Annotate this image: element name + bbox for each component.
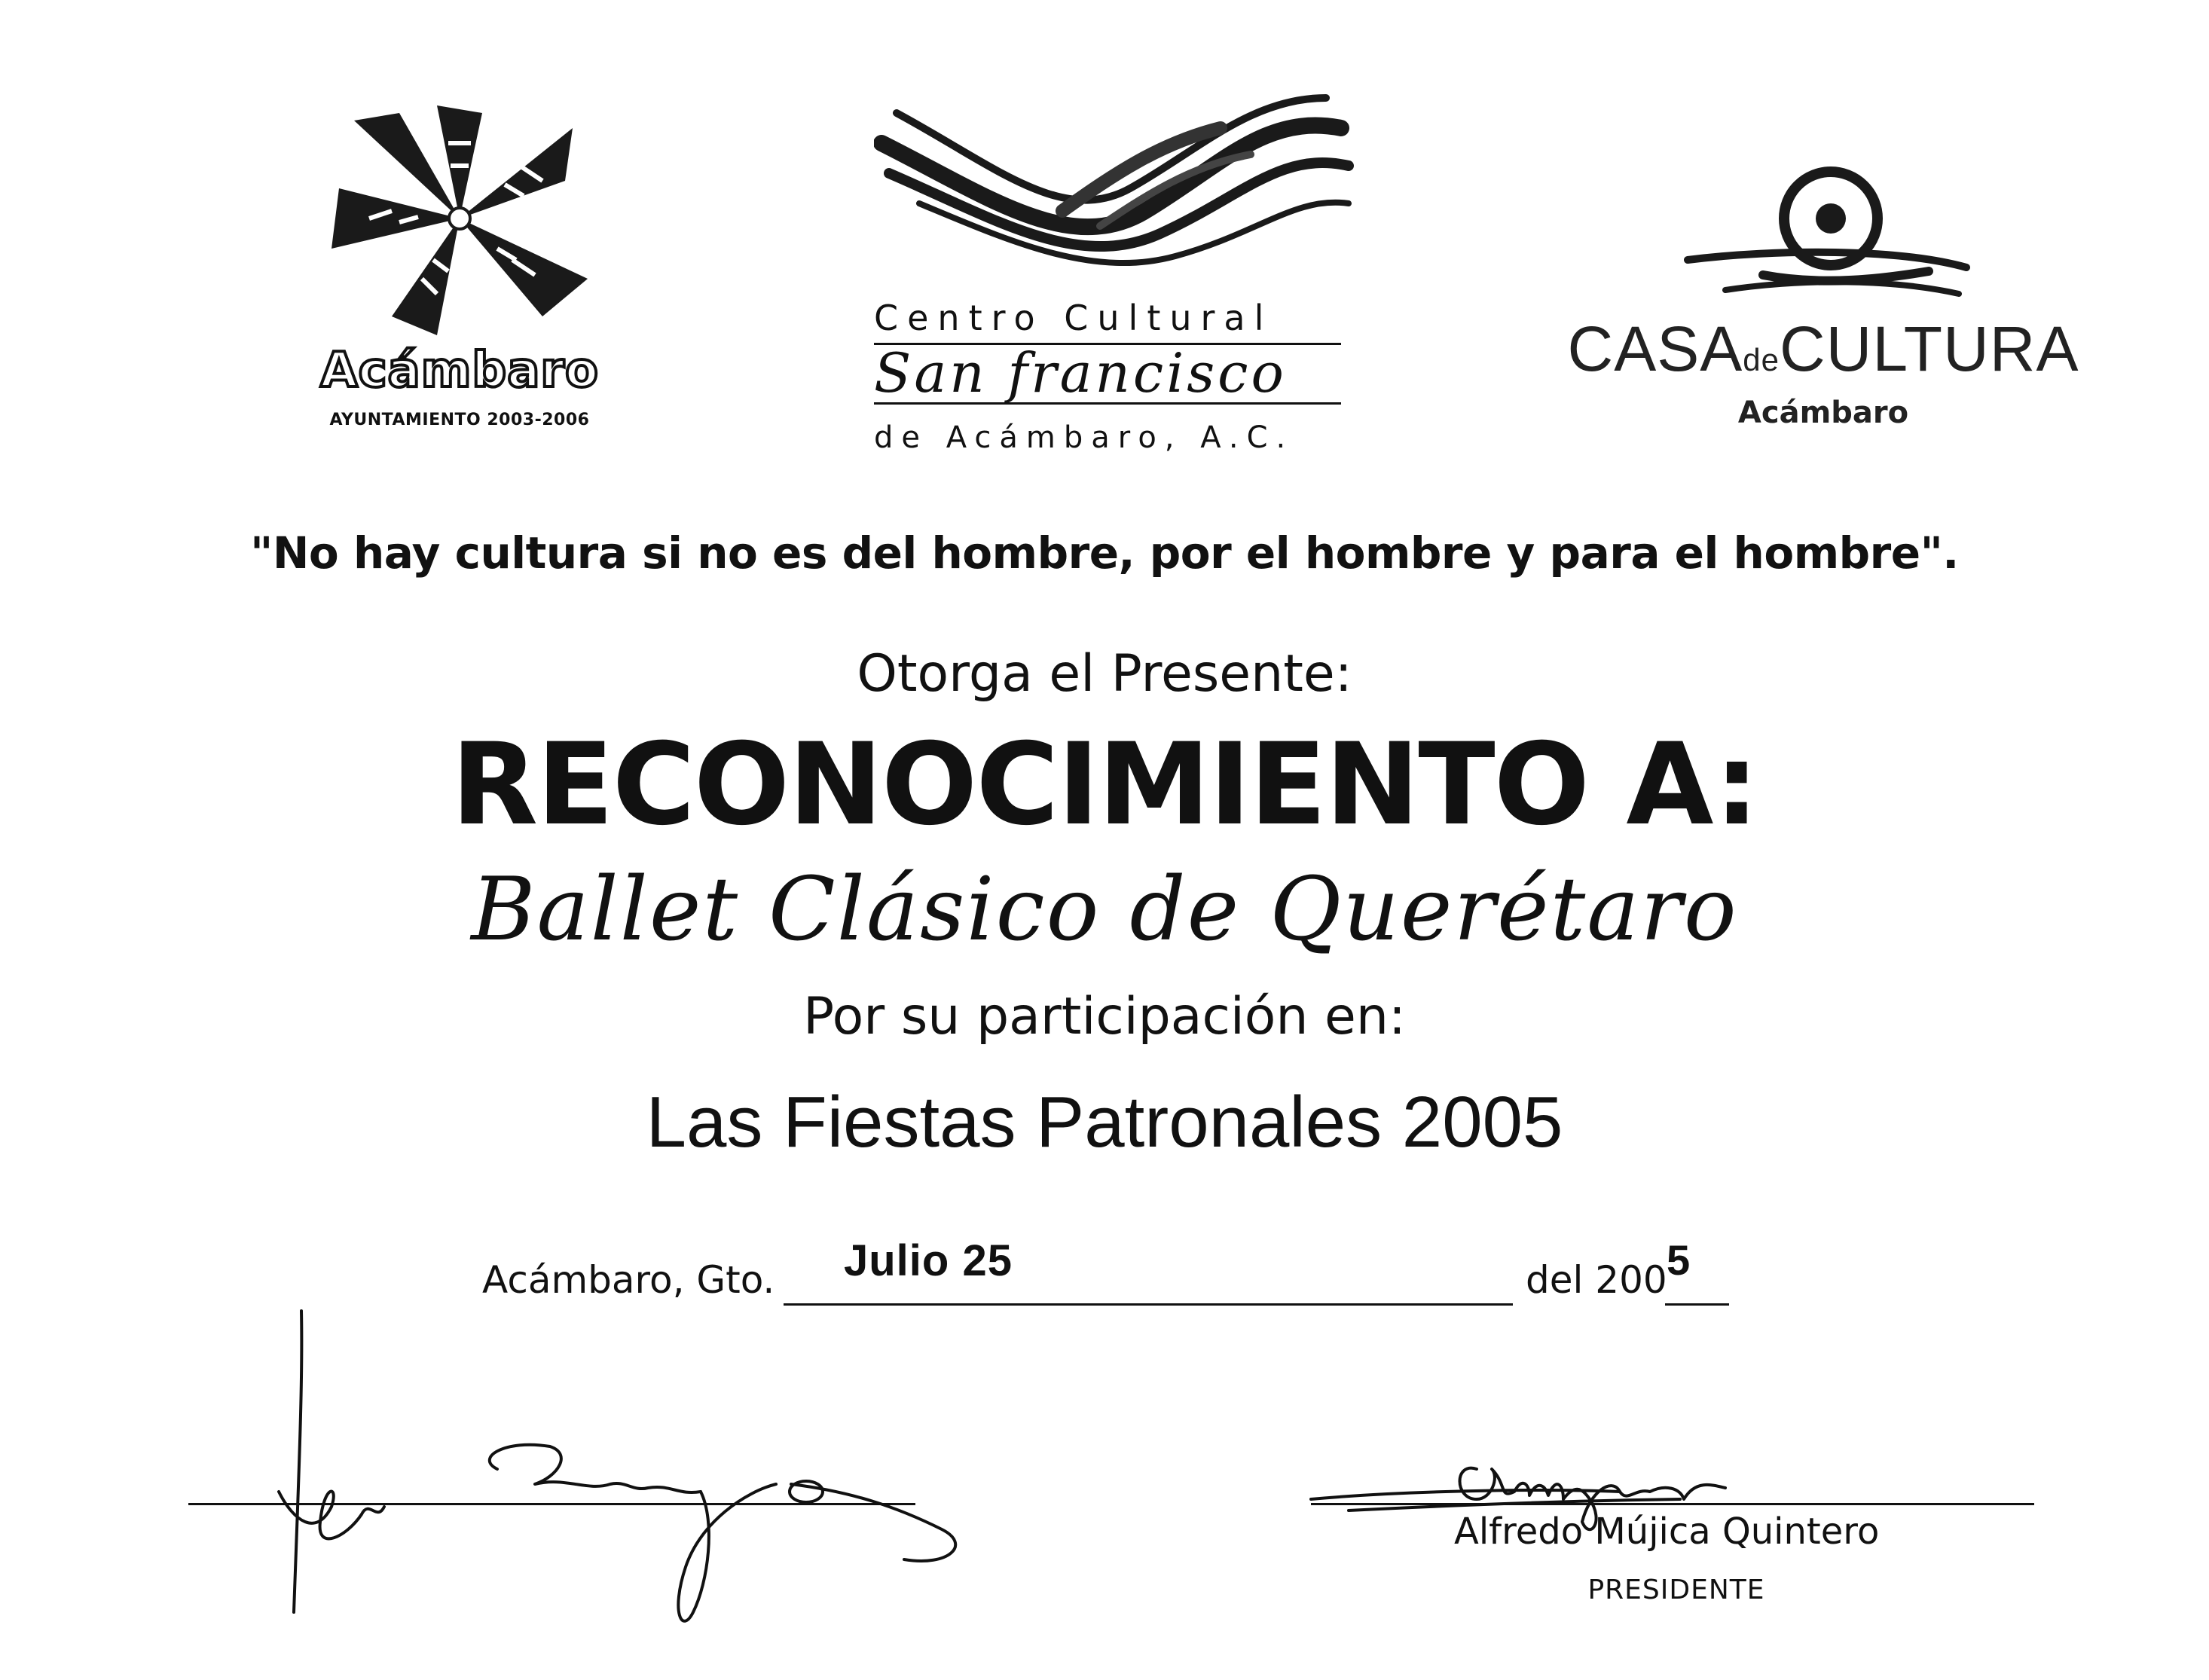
signer-title: PRESIDENTE	[1587, 1575, 1765, 1605]
certificate-heading: RECONOCIMIENTO A:	[451, 719, 1758, 851]
motto-quote: "No hay cultura si no es del hombre, por el hombre y para el hombre".	[250, 527, 1959, 579]
centro-cultural-logo	[859, 83, 1356, 475]
date-value: Julio 25	[844, 1236, 1013, 1285]
acambaro-logo-wordmark: Acámbaro	[320, 343, 599, 399]
year-underline	[1665, 1303, 1729, 1306]
casa-title-part1: CASA	[1567, 313, 1743, 384]
acambaro-logo	[301, 98, 618, 452]
acambaro-ac-subtitle: de Acámbaro, A.C.	[874, 420, 1294, 455]
casa-title-part3: CULTURA	[1780, 313, 2079, 384]
san-francisco-title: San francisco	[874, 343, 1341, 405]
acambaro-emblem-icon	[324, 98, 595, 339]
casa-de-cultura-title	[1544, 313, 2102, 386]
event-name: Las Fiestas Patronales 2005	[646, 1082, 1563, 1162]
casa-title-part2: de	[1743, 342, 1780, 377]
acambaro-logo-subtitle: AYUNTAMIENTO 2003-2006	[329, 411, 590, 429]
grant-text: Otorga el Presente:	[857, 644, 1352, 704]
year-digit: 5	[1667, 1236, 1691, 1284]
participation-text: Por su participación en:	[803, 987, 1406, 1046]
casa-de-cultura-subtitle: Acámbaro	[1737, 396, 1909, 430]
recipient-name: Ballet Clásico de Querétaro	[471, 859, 1738, 961]
casa-cultura-emblem-icon	[1673, 166, 1974, 309]
centro-cultural-title: Centro Cultural	[874, 298, 1273, 338]
place-label: Acámbaro, Gto.	[482, 1258, 775, 1302]
casa-de-cultura-logo	[1544, 166, 2102, 452]
year-prefix-label: del 200	[1526, 1258, 1667, 1302]
wave-emblem-icon	[874, 83, 1356, 286]
signer-name: Alfredo Mújica Quintero	[1454, 1510, 1880, 1553]
left-signature-scribble	[249, 1296, 987, 1642]
